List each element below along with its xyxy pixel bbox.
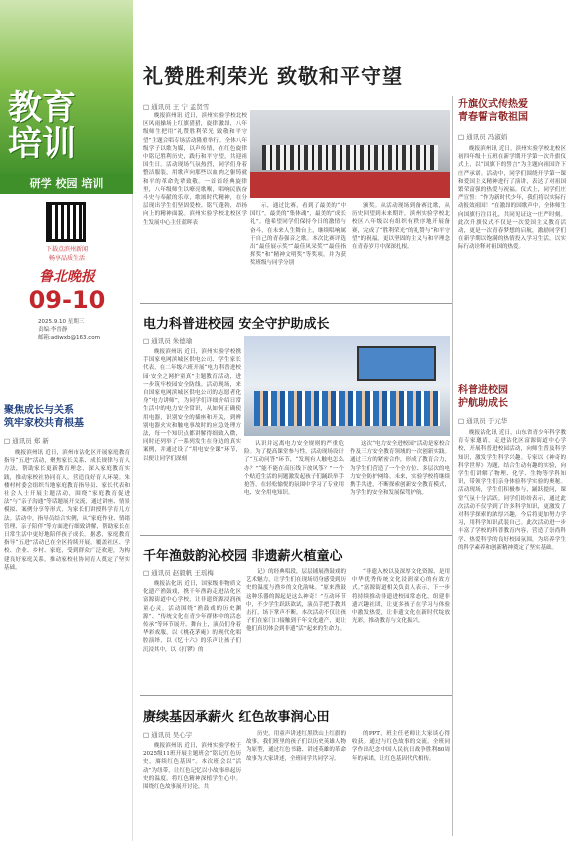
revolution-article-col2: 历史，用童声讲述红黑铁山上红旗的故事。我们班里的孩子们以历史英雄人物为原型，通过红色书籍、讲述英雄的革命故事为大家讲述，全班同学共同学习。 — [246, 731, 346, 762]
safety-article-photo — [244, 336, 450, 436]
choir-figures — [262, 145, 438, 170]
revolution-article-title: 赓续基因承薪火 红色故事润心田 — [143, 710, 330, 725]
main-article-col1: 晚报滨州讯 近日，滨州实验学校北校区风雨操场上红旗猎猎，旋律激昂，八年级师生把用“礼赞胜利荣光 致敬和平守望”主题合唱专场活动隆重举行。全体八年级学子以歌为媒，以声传情，在红色旋律中铭记胜利历史，践行和平守望，共迎祖国生日。活动现场气氛热烈，同学们身着整洁服装，用歌声向那些以血肉之躯铸就和平的革命先辈致敬。一首首经典旋律里，八年级师生以嘹亮歌喉，唱响民族奋斗史与奉献的乐章，歌颂时代精神，在分层现出学生们坚固爱校、铭气蓬勃，昂扬向上的精神面貌。滨州实验学校北校区学生发展中心主任蓝晖表 — [143, 113, 247, 226]
main-article-photo — [250, 110, 450, 198]
column-divider — [452, 96, 453, 836]
safety-article-col1: 晚报滨州讯 近日，滨州实验学校携手国家电网滨城区供电公司、学生家长代表，在二年级六班开展“电力科普进校园·安全之网护童真”主题教育活动，进一步筑牢校园安全防线。活动现场，来自国家电网滨城区供电公司的志愿者化身“电力讲师”，为同学们详细介绍日常生活中的电力安全常识，从如何正确使用电器，识别安全的插座和开关，到辨别电器火灾和触电事故时的应急处理方法，每一个知识点都讲解得细致入微，同时还列举了一系列发生在身边的真实案例，并通过设了“用电安全课”环节，以便让同学们深刻 — [143, 349, 241, 462]
newspaper-logo: 鲁北晚报 — [39, 269, 95, 285]
safety-article-col3: 这次“电力安全进校园”活动是家校合作及三方安全教育领域的一次创新实践。通过三方的紧密合作，形成了教育合力，为学生们营造了一个全方位、多层次的电力安全防护网络。未来，实验学校将继续携手共进，不断探索创新安全教育模式，为学生的安全和发展保驾护航。 — [350, 441, 450, 497]
safety-article-byline: □ 通讯员 朱德瑜 — [143, 336, 192, 345]
banner-tagline: 研学 校园 培训 — [0, 174, 133, 194]
fishing-article-title: 千年渔鼓韵沁校园 非遗薪火植童心 — [143, 549, 343, 564]
divider — [140, 303, 452, 304]
fishing-article-byline: □ 通讯员 赵毅帆 王瑶梅 — [143, 568, 214, 577]
left-article-title — [4, 404, 130, 430]
qr-caption: 下载点滨州新闻 畅享品质生活 — [45, 246, 88, 262]
title-line: 筑牢家校共育根基 — [4, 418, 84, 429]
left-article-byline: □ 通讯员 郑 新 — [4, 436, 130, 445]
main-article-col3: 颁奖。从活动现场到备赛比歌，从历史回望到未来期许，滨州实验学校北校区八年级以有组织有秩序地开展备赛，完成了“胜利荣光”的礼赞与“和平守望”的祝福，更以坚固的主义与和平理念在青春岁月中深深扎根。 — [352, 203, 450, 251]
right-article-1-text: 晚报滨州讯 近日，滨州实验学校北校区初四年级十五班在新学期开学第一次升旗仪式上，以“国旗下的誓言”为主题向祖国许下庄严承诺。活动中，同学们围绕开学第一课和爱国主义精神进行了演讲，表达了对祖国繁荣富强的热爱与祝福。仪式上，同学们庄严宣誓：“作为新时代少年，我们将以实际行动报效祖国！”在激昂的国歌声中，全体师生向国旗行注目礼，共同见证这一庄严时刻。此次升旗仪式不仅是一次爱国主义教育活动，更是一次青春梦想的启航，激励同学们在新学期以饱满的热情投入学习生活，以实际行动诠释对祖国的热爱。 — [458, 146, 566, 251]
right-article-1-title — [458, 98, 566, 124]
safety-article-title: 电力科普进校园 安全守护助成长 — [143, 317, 330, 332]
left-article-text: 晚报滨州讯 近日，滨州市沾化区开展家庭教育指导“五进”活动，聚焦家长关系、成长规律与育人方法，帮助家长更新教育理念，深入家庭教育实践，推动家校社协同育人，营造良好育人环境。朱楼村村委会组织当地家庭教育指导员、家长代表和社会人士开展主题活动，围绕“家庭教育促进法”与“亲子沟通”等话题展开交流，通过讲座、情景模拟、案例分享等形式，为家长们讲授科学育儿方法。活动中，指导员结合实例，从“家庭作业、情绪管理、亲子陪伴”等方面进行细致讲解，帮助家长在日常生活中更好地陪伴孩子成长。据悉，家庭教育指导“五进”活动已在全区持续开展，覆盖社区、学校、企业、乡村、家庭，受到群众广泛欢迎，为构建良好家庭关系，推动家校社协同育人奠定了坚实基础。 — [4, 450, 130, 571]
main-article-byline: □ 通讯员 王 宁 孟贤雪 — [143, 102, 209, 111]
meta-line: 责编:李晋静 — [38, 327, 68, 333]
right-article-2-title — [458, 384, 566, 410]
main-article-col2: 示，通过比赛，看到了最美的“中国红”，最美的“集体魂”，最美的“成长礼”。他希望同学们保持今日的激情与奋斗，在未来人生舞台上，继续唱响属于自己的青春强音之歌。本次比赛评选出“最佳展示奖”“最佳风采奖”“最佳指挥奖”和“精神文明奖”等奖项，并为获奖班级与同学分别 — [250, 203, 346, 267]
title-line: 科普进校园 — [458, 385, 508, 396]
fishing-article-col1: 晚报沾化讯 近日，国家级非物质文化遗产渔鼓戏，携千年渔韵走进沾化区富源街道中心学校，让非遗资源浸润孩童心灵。活动围绕“渔鼓戏的历史渊源”、“传统文化在青少年群体中的活态传承”等环节展开。舞台上，演员们身着华彩戏服，以《桃花茅庵》的现代化唱腔演绎，以《忆十六》的乐声让孩子们沉浸其中，以《打锣》的 — [143, 581, 241, 653]
left-article — [4, 404, 130, 849]
banner-title-line1: 教育 — [8, 88, 76, 128]
title-line: 护航助成长 — [458, 398, 508, 409]
banner-title-line2: 培训 — [8, 124, 76, 164]
issue-meta — [38, 318, 128, 342]
students-figures — [254, 391, 439, 426]
divider — [140, 535, 452, 536]
right-article-2-text: 晚报沾化讯 近日，山东省青少年科学教育专家邀请，走进沾化区富源街道中心学校，开展科普进校园活动，向师生普及科学知识，激发学生科学兴趣。专家以《神奇的科学世界》为题，结合生动有趣的实验，向学生们讲解了物理、化学、生物等学科知识，带领学生们亲身体验科学实验的奥秘。活动现场，学生们积极参与，踊跃提问，课堂气氛十分活跃。同学们纷纷表示，通过此次活动不仅学到了许多科学知识，更激发了对科学探索的浓厚兴趣，今后将更加努力学习，用科学知识武装自己。此次活动进一步丰富了学校的科普教育内容，营造了崇尚科学、热爱科学的良好校园氛围，为培养学生的科学素养和创新精神奠定了坚实基础。 — [458, 430, 566, 551]
main-article-title: 礼赞胜利荣光 致敬和平守望 — [143, 64, 403, 88]
stage-floor — [250, 172, 450, 198]
revolution-article-byline: □ 通讯员 吴心宇 — [143, 730, 192, 739]
right-article-1 — [458, 98, 566, 363]
revolution-article-col1: 晚报滨州讯 近日，滨州实验学校于2025级11班开展主题班会“铭记红色历史，赓续红色基因”。本次班会以“活动”为纽带，让红色记忆以小故事串起历史的温度，将红色精神深植学生心中。围绕红色故事展开讨论，共 — [143, 743, 241, 791]
safety-article-col2: 认识并远离电力安全规则的严重危险。为了提高课堂参与性，活动现场设计了“互动问答”环节，“发现有人触电怎么办？”“能不能在高压线下放风筝？”一个个贴近生活的问题激发起孩子们踊跃举手抢答，在轻松愉悦的氛围中学习了专业用电、安全用电知识。 — [244, 441, 344, 497]
meta-line: 2025.9.10 星期三 — [38, 319, 85, 325]
right-article-2-byline: □ 通讯员 于元华 — [458, 416, 566, 425]
divider — [140, 695, 452, 696]
title-line: 聚焦成长与关系 — [4, 405, 74, 416]
banner-title — [8, 90, 128, 162]
fishing-article-col2: 记》的经典唱段，层层铺展渔鼓戏的艺术魅力，让学生们在现场切身感受到历史的温度与渔乡的文化韵味。“原来渔鼓这种乐器的源起是这么神奇！”互动环节中，不少学生跃跃欲试，演员手把手教其击打，场下掌声不断。本次活动不仅让孩子们在家门口接触到千年文化遗产，更让他们真切体会到非遗“活”起来的生命力。 — [246, 569, 346, 633]
right-article-2 — [458, 384, 566, 849]
meta-line: 邮箱:adiwxb@163.com — [38, 335, 100, 341]
title-line: 升旗仪式传热爱 — [458, 99, 528, 110]
issue-date: 09-10 — [28, 286, 106, 314]
right-article-1-byline: □ 通讯员 冯淑娟 — [458, 132, 566, 141]
revolution-article-col3: 的PPT，班主任老师让大家谈心得收获。通过与红色故事的交流，全班同学作出纪念中国人民抗日战争胜利80周年的承诺，让红色基因代代相传。 — [352, 731, 450, 762]
title-line: 青春誓言敬祖国 — [458, 112, 528, 123]
projection-screen — [357, 346, 435, 381]
fishing-article-col3: “非遗入校以及深厚文化资源，是用中华优秀传统文化浸润童心的有效方式。”富源街道相关负责人表示，下一步将持续推动非遗进校园常态化，组建非遗兴趣社团，让更多孩子在学习与体验中激发热爱，让非遗文化在新时代绽放光彩，推动教育与文化振兴。 — [352, 569, 450, 625]
qr-code-icon — [46, 202, 86, 242]
